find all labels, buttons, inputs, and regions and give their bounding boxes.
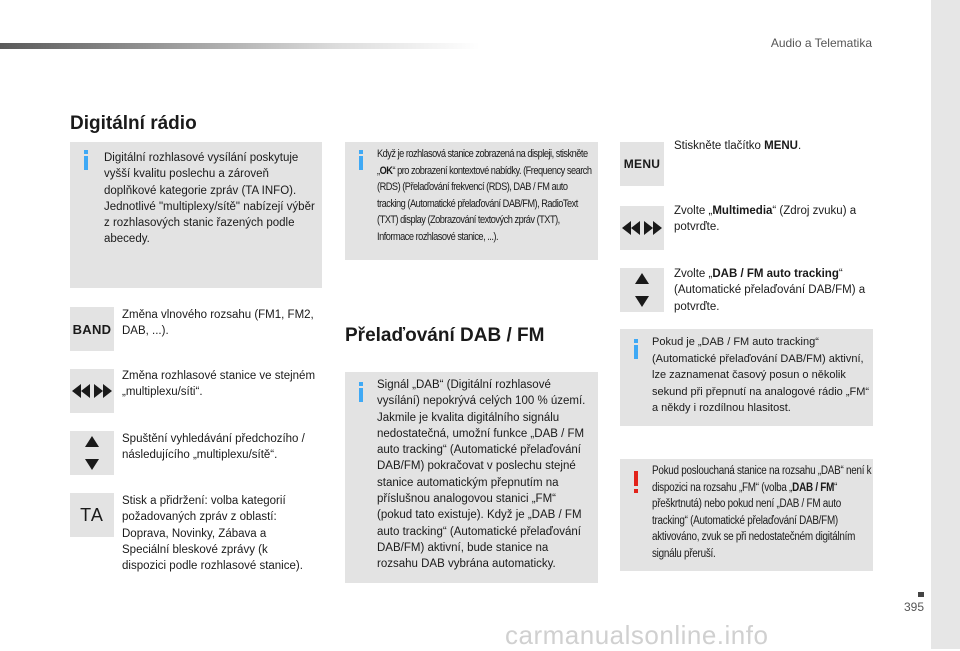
ta-button-label: TA	[80, 504, 104, 525]
warning-text-1: Pokud poslouchaná stanice na rozsahu „DAB“ není k dispozici na rozsahu „FM“ (volba „	[652, 465, 872, 494]
info-icon-bar	[359, 156, 363, 170]
context-menu-text-1: Když je rozhlasová stanice zobrazená na displeji, stiskněte „	[377, 148, 588, 177]
step2-text-a: Zvolte „	[674, 205, 713, 217]
up-down-arrows-icon	[85, 436, 99, 470]
info-panel-digital-radio	[70, 142, 322, 288]
warning-icon	[634, 471, 638, 486]
step3-text-c: “ (Automatické přelaďování DAB/FM) a potvrďte.	[674, 268, 866, 313]
warning-panel-no-fm	[620, 459, 873, 571]
info-icon-bar	[359, 388, 363, 402]
header-rule	[0, 43, 480, 49]
info-text: Digitální rozhlasové vysílání poskytuje vyšší kvalitu poslechu a zároveň doplňkové kategorie zpráv (TA INFO). Jednotlivé "multiplexy/sítě" nabízejí výběr z rozhlasových stanic řazených podle abecedy.	[104, 152, 315, 246]
seek-button	[70, 369, 114, 413]
step2-text-c: “ (Zdroj zvuku) a potvrďte.	[674, 205, 857, 234]
step3-dab-fm: DAB / FM auto tracking	[712, 268, 839, 280]
seek-arrows-icon	[72, 384, 112, 398]
step1-text-c: .	[798, 140, 802, 152]
info-icon-bar	[634, 345, 638, 359]
seek-arrows-icon	[622, 221, 662, 235]
step2-multimedia: Multimedia	[712, 205, 773, 217]
up-down-description: Spuštění vyhledávání předchozího / následujícího „multiplexu/sítě“.	[122, 433, 305, 462]
ta-button	[70, 493, 114, 537]
page-number: 395	[903, 600, 924, 614]
menu-button	[620, 142, 664, 186]
info-icon	[634, 339, 638, 343]
up-down-arrows-icon	[635, 273, 649, 307]
step-select-multimedia	[674, 203, 874, 236]
ok-key: OK	[379, 164, 393, 177]
section-header: Audio a Telematika	[770, 36, 872, 50]
info-panel-time-shift	[620, 329, 873, 426]
section-title-dab-fm: Přelaďování DAB / FM	[345, 325, 545, 346]
warning-dab-fm: DAB / FM	[792, 481, 835, 494]
up-down-button-right	[620, 268, 664, 312]
page-title: Digitální rádio	[70, 113, 197, 134]
step-press-menu	[674, 138, 874, 154]
seek-description: Změna rozhlasové stanice ve stejném „multiplexu/síti“.	[122, 370, 316, 399]
menu-button-label: MENU	[623, 157, 661, 171]
context-menu-text	[377, 146, 595, 245]
warning-icon-dot	[634, 489, 638, 493]
watermark: carmanualsonline.info	[505, 620, 769, 650]
dab-fm-text: Signál „DAB“ (Digitální rozhlasové vysílání) nepokrývá celých 100 % území. Jakmile je kvalita digitálního signálu nedostatečná, umožní funkce „DAB / FM auto tracking“ (Automatické přelaďování DAB/FM) pokračovat v poslechu stejné stanice automatickým přepnutím na příslušnou analogovou stanici „FM“ (pokud tato existuje). Když je „DAB / FM auto tracking“ (Automatické přelaďování DAB/FM) aktivní, bude stanice na rozsahu DAB vybrána automaticky.	[377, 379, 586, 571]
time-shift-text: Pokud je „DAB / FM auto tracking“ (Automatické přelaďování DAB/FM) aktivní, lze zaznamenat časový posun o několik sekund při přepnutí na analogové rádio „FM“ a někdy i rozdílnou hlasitost.	[652, 336, 870, 414]
up-down-button	[70, 431, 114, 475]
info-icon	[359, 150, 363, 154]
info-icon-bar	[84, 156, 88, 170]
info-panel-dab-fm	[345, 372, 598, 583]
step-select-dab-fm	[674, 266, 874, 315]
ta-description: Stisk a přidržení: volba kategorií požadovaných zpráv z oblastí: Doprava, Novinky, Zábava a Speciální bleskové zprávy (k dispozici podle rozhlasové stanice).	[122, 495, 303, 573]
page-marker	[918, 592, 924, 597]
info-panel-context-menu	[345, 142, 598, 260]
warning-text-2: “ přeškrtnutá) nebo pokud není „DAB / FM auto tracking“ (Automatické přelaďování DAB/FM) aktivováno, zvuk se při nedostatečném digitálním signálu přeruší.	[652, 481, 856, 560]
context-menu-text-2: “ pro zobrazení kontextové nabídky. (Frequency search (RDS) (Přelaďování frekvencí (RDS), DAB / FM auto tracking (Automatické přelaďování DAB/FM), RadioText (TXT) display (Zobrazování textových zpráv (TXT), Informace rozhlasové stanice, ...).	[377, 164, 592, 243]
warning-text	[652, 463, 877, 562]
step1-menu-key: MENU	[764, 140, 798, 152]
step3-text-a: Zvolte „	[674, 268, 713, 280]
step1-text-a: Stiskněte tlačítko	[674, 140, 765, 152]
band-description: Změna vlnového rozsahu (FM1, FM2, DAB, ...).	[122, 309, 314, 338]
info-icon	[359, 382, 363, 386]
band-button	[70, 307, 114, 351]
band-button-label: BAND	[72, 321, 112, 337]
page-edge-strip	[931, 0, 960, 649]
seek-button-right	[620, 206, 664, 250]
info-icon	[84, 150, 88, 154]
